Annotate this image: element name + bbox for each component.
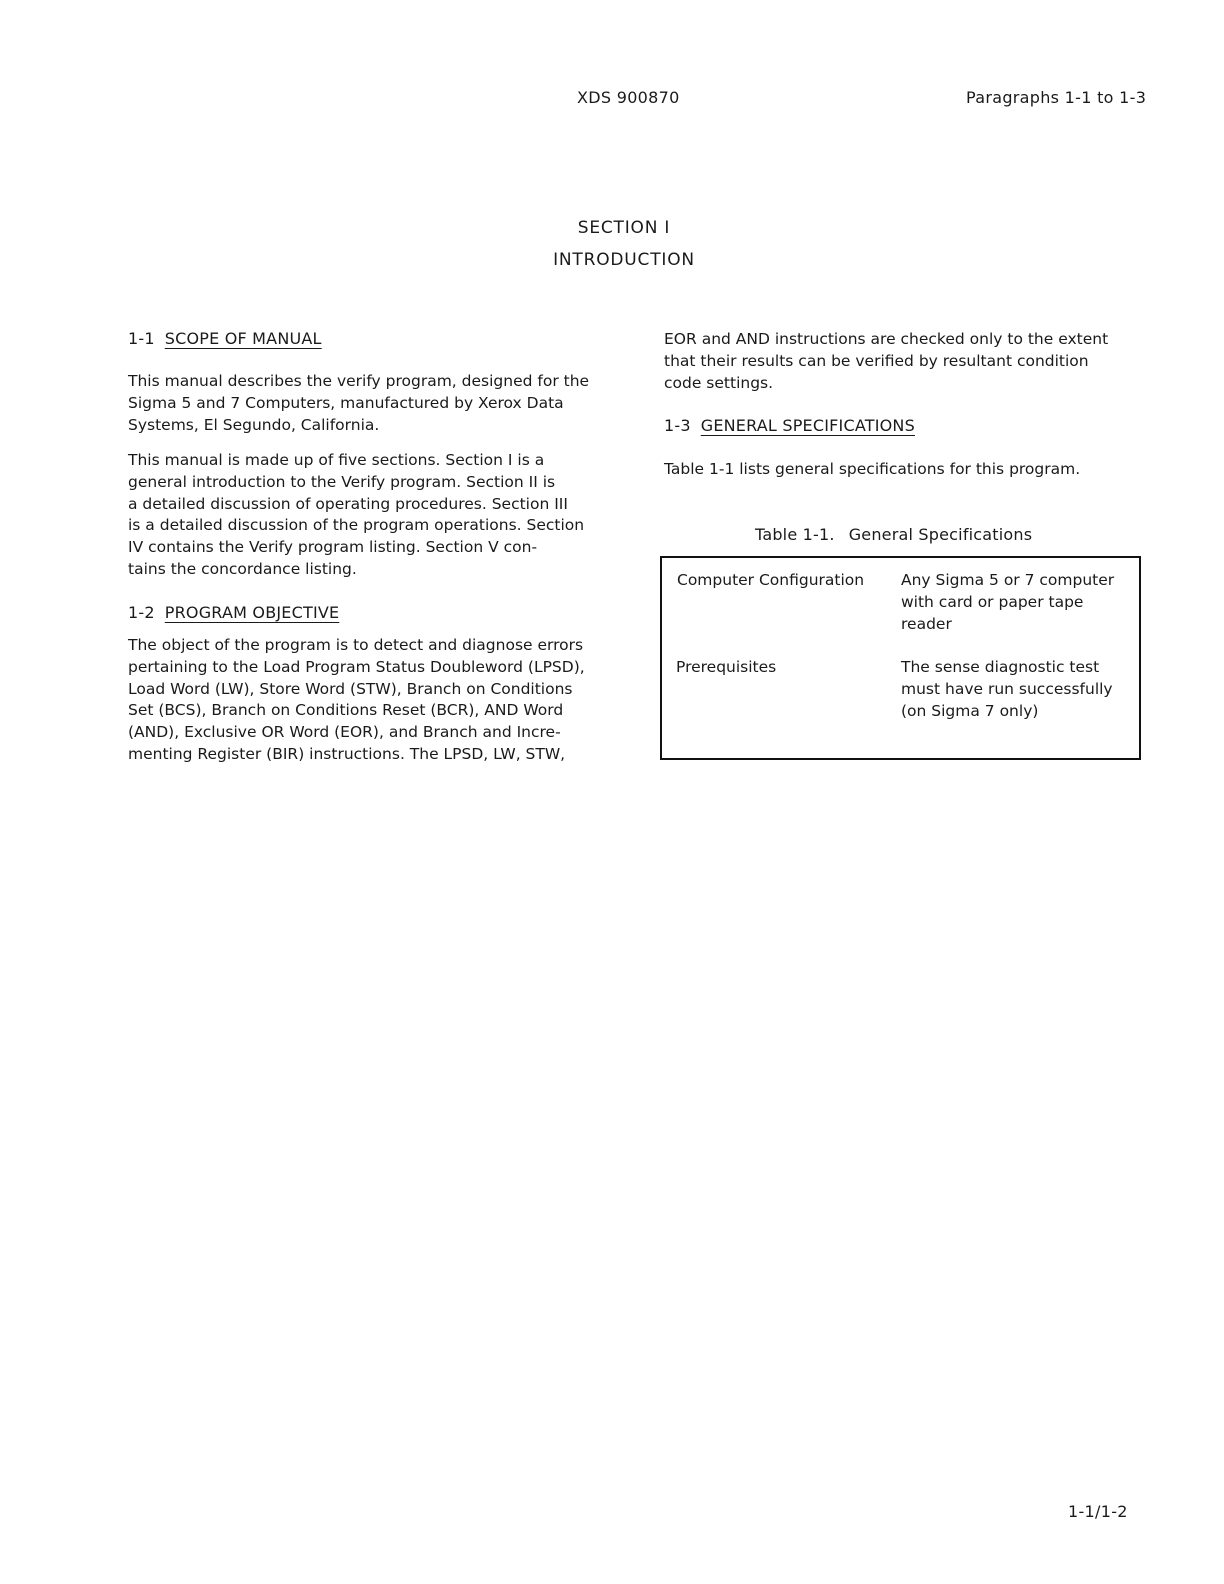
text-line: must have run successfully (901, 680, 1113, 698)
table-caption-label: Table 1-1. (755, 525, 835, 544)
text-line: The sense diagnostic test (901, 658, 1100, 676)
table-caption-title: General Specifications (848, 525, 1033, 544)
text-line: Load Word (LW), Store Word (STW), Branch on Conditions (128, 679, 573, 698)
text-line: IV contains the Verify program listing. Section V con- (128, 538, 538, 557)
specs-paragraph (664, 459, 1080, 481)
text-line: pertaining to the Load Program Status Doubleword (LPSD), (128, 657, 585, 676)
table-row-label: Prerequisites (676, 658, 777, 676)
heading-title: GENERAL SPECIFICATIONS (700, 416, 915, 435)
heading-number: 1-3 (664, 416, 691, 435)
specifications-table (660, 556, 1141, 760)
heading-number: 1-1 (128, 329, 155, 348)
text-line: tains the concordance listing. (128, 559, 357, 578)
text-line: Set (BCS), Branch on Conditions Reset (BCR), AND Word (128, 701, 564, 720)
page-number: 1-1/1-2 (1068, 1502, 1128, 1521)
text-line: (on Sigma 7 only) (901, 702, 1039, 720)
text-line: Table 1-1 lists general specifications for this program. (664, 460, 1081, 478)
objective-paragraph (128, 635, 585, 766)
text-line: general introduction to the Verify program. Section II is (128, 472, 556, 491)
text-line: reader (901, 615, 952, 633)
section-number: SECTION I (577, 218, 671, 238)
table-row-label: Computer Configuration (677, 571, 865, 589)
heading-general-specifications (664, 416, 915, 435)
table-row-value (901, 656, 1113, 722)
heading-number: 1-2 (128, 603, 155, 622)
heading-title: SCOPE OF MANUAL (164, 329, 322, 348)
text-line: (AND), Exclusive OR Word (EOR), and Branch and Incre- (128, 723, 561, 742)
text-line: EOR and AND instructions are checked only to the extent (664, 330, 1109, 348)
text-line: code settings. (664, 373, 774, 392)
paragraph-range: Paragraphs 1-1 to 1-3 (966, 88, 1147, 107)
section-title: INTRODUCTION (553, 250, 695, 270)
text-line: Systems, El Segundo, California. (128, 415, 380, 434)
table-caption (755, 525, 1032, 544)
document-number: XDS 900870 (577, 88, 680, 107)
heading-title: PROGRAM OBJECTIVE (164, 603, 340, 622)
table-row-value (901, 569, 1114, 635)
text-line: that their results can be verified by resultant condition (664, 351, 1089, 370)
text-line: menting Register (BIR) instructions. The LPSD, LW, STW, (128, 744, 566, 763)
heading-scope-of-manual (128, 329, 322, 348)
text-line: a detailed discussion of operating procedures. Section III (128, 494, 568, 513)
text-line: This manual is made up of five sections. Section I is a (128, 451, 545, 469)
text-line: with card or paper tape (901, 593, 1084, 611)
text-line: Any Sigma 5 or 7 computer (901, 571, 1115, 589)
scope-paragraph-2 (128, 450, 584, 581)
text-line: This manual describes the verify program, designed for the (128, 372, 590, 390)
text-line: The object of the program is to detect and diagnose errors (128, 636, 584, 654)
heading-program-objective (128, 603, 339, 622)
objective-continuation (664, 329, 1108, 394)
scope-paragraph-1 (128, 371, 589, 436)
text-line: Sigma 5 and 7 Computers, manufactured by Xerox Data (128, 393, 564, 412)
text-line: is a detailed discussion of the program operations. Section (128, 516, 585, 535)
